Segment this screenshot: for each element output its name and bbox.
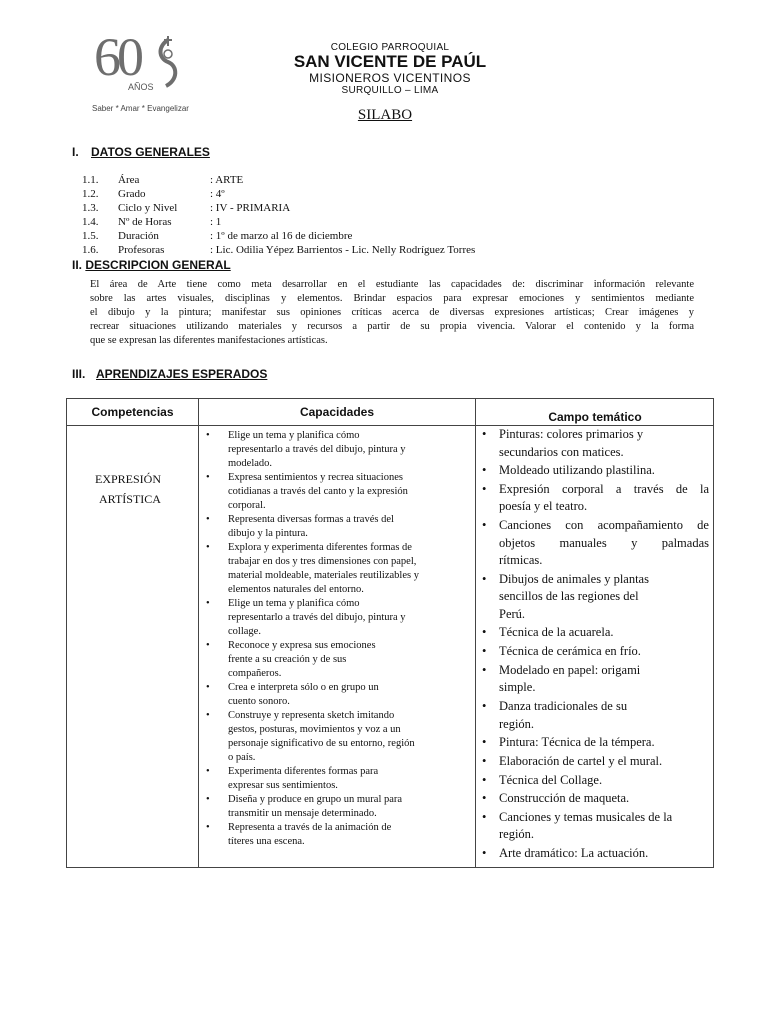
campo-line: región. xyxy=(499,716,535,731)
section-number: III. xyxy=(72,367,86,381)
capacidad-line: corporal. xyxy=(228,500,266,511)
school-type: COLEGIO PARROQUIAL xyxy=(330,42,450,53)
capacidad-line: collage. xyxy=(228,626,261,637)
campo-line: • Danza tradicionales de su xyxy=(499,699,628,713)
capacidad-item xyxy=(204,709,474,765)
capacidad-line: frente a su creación y de sus xyxy=(228,654,347,665)
capacidad-line: • Representa a través de la animación de xyxy=(228,822,392,833)
header-capacidades: Capacidades xyxy=(299,405,375,419)
datos-value: : IV - PRIMARIA xyxy=(210,202,291,214)
capacidad-line: trabajar en dos y tres dimensiones con papel, xyxy=(228,556,417,567)
campo-line: • Técnica del Collage. xyxy=(499,772,603,787)
crest-icon xyxy=(150,36,186,92)
capacidad-item xyxy=(204,681,474,709)
logo-number: 60 xyxy=(94,27,140,87)
campo-line: sencillos de las regiones del xyxy=(499,589,639,604)
datos-label: Ciclo y Nivel xyxy=(118,202,178,214)
capacidad-line: • Construye y representa sketch imitando xyxy=(228,710,395,721)
capacidad-line: material moldeable, materiales reutilizables y xyxy=(228,570,419,581)
capacidad-line: • Elige un tema y planifica cómo xyxy=(228,430,360,441)
capacidad-line: personaje significativo de su entorno, región xyxy=(228,738,415,749)
campo-line: Perú. xyxy=(499,606,526,621)
campo-item xyxy=(479,624,709,642)
datos-number: 1.3. xyxy=(82,202,99,214)
campo-line: • Pinturas: colores primarios y xyxy=(499,427,644,441)
capacidad-line: • Diseña y produce en grupo un mural para xyxy=(228,794,403,805)
campo-item xyxy=(479,734,709,752)
capacidad-line: • Expresa sentimientos y recrea situaciones xyxy=(228,472,403,483)
campo-line: rítmicas. xyxy=(499,553,543,568)
campo-line: • Pintura: Técnica de la témpera. xyxy=(499,735,655,750)
datos-number: 1.5. xyxy=(82,230,99,242)
section-number: II. xyxy=(72,258,83,272)
capacidad-line: • Representa diversas formas a través del xyxy=(228,514,394,525)
description-line: sobre las artes visuales, disciplinas y elementos. Brindar espacios para expresar emociones y sentimientos mediante xyxy=(90,293,694,304)
campo-item xyxy=(479,753,709,771)
school-location: SURQUILLO – LIMA xyxy=(341,85,439,96)
school-name: SAN VICENTE DE PAÚL xyxy=(293,52,487,71)
datos-value: : 4º xyxy=(210,188,225,200)
school-logo xyxy=(88,27,218,118)
capacidad-line: representarlo a través del dibujo, pintura y xyxy=(228,444,406,455)
campo-line: • Moldeado utilizando plastilina. xyxy=(499,463,655,478)
capacidad-item xyxy=(204,639,474,681)
campo-line: objetos manuales y palmadas xyxy=(499,535,709,550)
datos-label: Duración xyxy=(118,230,159,242)
capacidad-line: transmitir un mensaje determinado. xyxy=(228,808,377,819)
datos-number: 1.2. xyxy=(82,188,99,200)
document-title: SILABO xyxy=(357,107,413,123)
school-congregation: MISIONEROS VICENTINOS xyxy=(309,71,471,85)
capacidad-item xyxy=(204,821,474,849)
capacidad-item xyxy=(204,765,474,793)
description-line: el dibujo y la pintura; manifestar sus opiniones críticas acerca de diversas expresiones artísticas; Crear imágenes y xyxy=(90,307,694,318)
datos-number: 1.1. xyxy=(82,174,99,186)
capacidad-item xyxy=(204,541,474,597)
competencia-line: ARTÍSTICA xyxy=(99,492,161,506)
logo-years: AÑOS xyxy=(128,82,154,92)
campo-line: • Arte dramático: La actuación. xyxy=(499,846,649,861)
capacidad-line: o país. xyxy=(228,752,256,763)
capacidad-line: expresar sus sentimientos. xyxy=(228,780,338,791)
capacidad-line: • Explora y experimenta diferentes formas de xyxy=(228,542,412,553)
capacidad-line: • Experimenta diferentes formas para xyxy=(228,766,379,777)
campo-item xyxy=(479,845,709,863)
capacidad-item xyxy=(204,429,474,471)
campo-line: • Elaboración de cartel y el mural. xyxy=(499,753,663,768)
campo-line: poesía y el teatro. xyxy=(499,499,588,514)
capacidad-line: cotidianas a través del canto y la expresión xyxy=(228,486,408,497)
campo-item xyxy=(479,426,709,461)
section-label: APRENDIZAJES ESPERADOS xyxy=(96,367,268,381)
header-competencias: Competencias xyxy=(91,405,174,419)
campo-line: • Técnica de cerámica en frío. xyxy=(499,644,641,659)
campo-item xyxy=(479,809,709,844)
capacidad-line: elementos naturales del entorno. xyxy=(228,584,364,595)
capacidad-line: modelado. xyxy=(228,458,273,469)
campo-line: • Canciones y temas musicales de la xyxy=(499,809,673,824)
description-line: El área de Arte tiene como meta desarrollar en el estudiante las capacidades de: discriminar información relevante xyxy=(90,279,694,290)
datos-number: 1.4. xyxy=(82,216,99,228)
section-number: I. xyxy=(72,145,79,159)
capacidad-line: • Reconoce y expresa sus emociones xyxy=(228,640,376,651)
campo-line: simple. xyxy=(499,680,536,695)
section-label: DESCRIPCION GENERAL xyxy=(85,258,231,272)
competencia-cell xyxy=(95,469,161,509)
description-line: recrear situaciones utilizando materiales y recursos a partir de su propia vivencia. Valorar el contenido y la forma xyxy=(90,321,694,332)
campo-item xyxy=(479,517,709,570)
campo-line: • Expresión corporal a través de la xyxy=(499,481,709,496)
section-heading-aprendizajes xyxy=(72,367,267,381)
section-heading-datos xyxy=(72,145,210,159)
campo-line: • Modelado en papel: origami xyxy=(499,662,641,677)
datos-label: Profesoras xyxy=(118,244,165,256)
capacidad-line: compañeros. xyxy=(228,668,282,679)
campo-item xyxy=(479,462,709,480)
section-label: DATOS GENERALES xyxy=(91,145,210,159)
capacidad-line: • Crea e interpreta sólo o en grupo un xyxy=(228,682,379,693)
capacidad-line: cuento sonoro. xyxy=(228,696,290,707)
campo-line: secundarios con matices. xyxy=(499,444,624,459)
datos-label: Área xyxy=(118,174,140,186)
capacidad-item xyxy=(204,471,474,513)
capacidad-line: dibujo y la pintura. xyxy=(228,528,308,539)
description-line: que se expresan las diferentes manifestaciones artísticas. xyxy=(90,335,328,346)
campo-item xyxy=(479,790,709,808)
campo-line: • Dibujos de animales y plantas xyxy=(499,571,649,586)
datos-label: Grado xyxy=(118,188,146,200)
campo-item xyxy=(479,571,709,624)
aprendizajes-table xyxy=(66,398,714,868)
capacidad-item xyxy=(204,597,474,639)
datos-number: 1.6. xyxy=(82,244,99,256)
capacidad-line: • Elige un tema y planifica cómo xyxy=(228,598,360,609)
datos-label: Nº de Horas xyxy=(118,216,172,228)
capacidad-line: representarlo a través del dibujo, pintura y xyxy=(228,612,406,623)
campo-line: • Canciones con acompañamiento de xyxy=(499,518,709,533)
table-divider xyxy=(198,399,199,867)
competencia-line: EXPRESIÓN xyxy=(95,472,162,486)
datos-value: : Lic. Odilia Yépez Barrientos - Lic. Nelly Rodríguez Torres xyxy=(210,244,476,256)
capacidad-item xyxy=(204,513,474,541)
campo-item xyxy=(479,662,709,697)
datos-value: : 1º de marzo al 16 de diciembre xyxy=(210,230,353,242)
campo-tematico-list xyxy=(479,426,709,864)
campo-item xyxy=(479,643,709,661)
capacidad-line: títeres una escena. xyxy=(228,836,305,847)
section-heading-descripcion xyxy=(72,258,231,272)
table-divider xyxy=(475,399,476,867)
campo-line: • Técnica de la acuarela. xyxy=(499,625,614,640)
capacidad-line: gestos, posturas, movimientos y voz a un xyxy=(228,724,401,735)
campo-line: región. xyxy=(499,827,535,842)
campo-item xyxy=(479,772,709,790)
header-campo-tematico: Campo temático xyxy=(548,410,642,424)
description-paragraph xyxy=(90,278,694,348)
capacidades-list xyxy=(204,429,474,849)
datos-value: : ARTE xyxy=(210,174,244,186)
campo-line: • Construcción de maqueta. xyxy=(499,791,630,806)
campo-item xyxy=(479,698,709,733)
logo-motto: Saber * Amar * Evangelizar xyxy=(92,104,189,113)
campo-item xyxy=(479,481,709,516)
datos-value: : 1 xyxy=(210,216,222,228)
capacidad-item xyxy=(204,793,474,821)
